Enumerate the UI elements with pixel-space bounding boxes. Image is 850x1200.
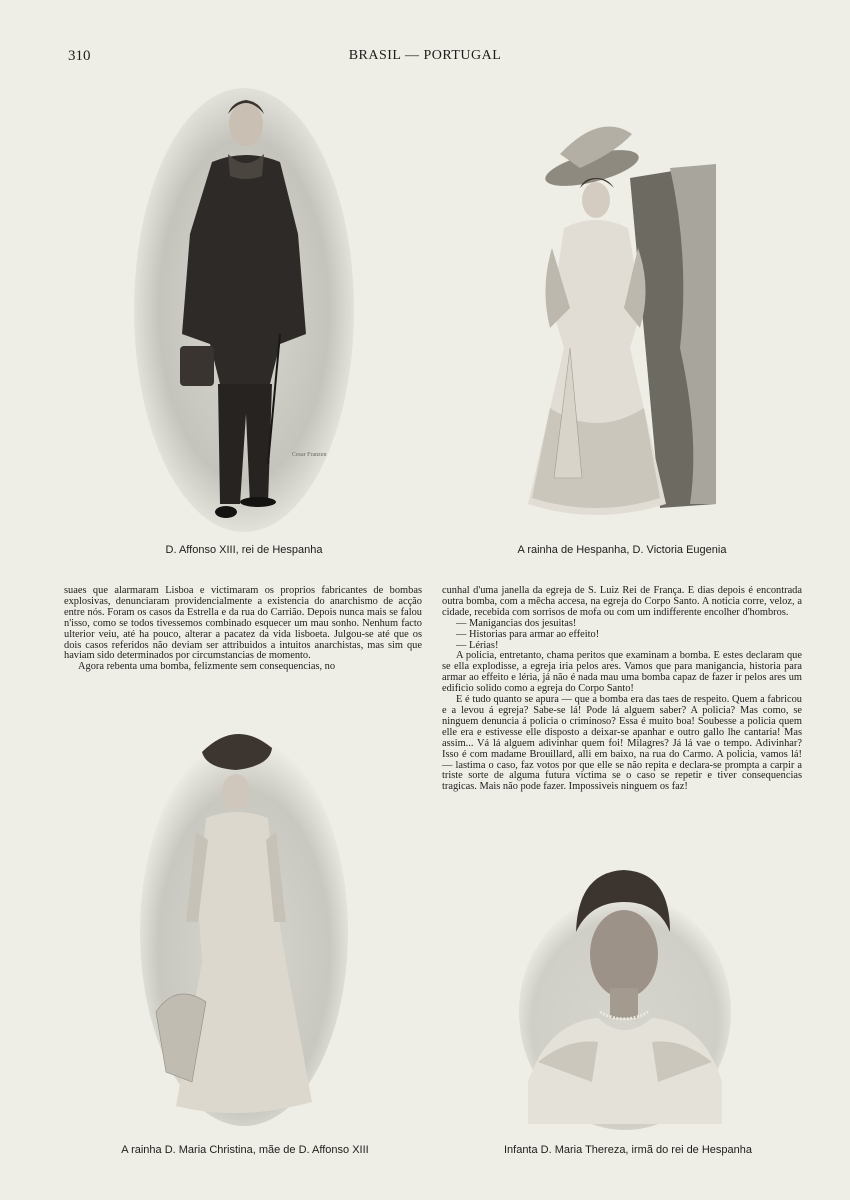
paragraph: A policia, entretanto, chama peritos que examinam a bomba. E estes declaram que se ella explodisse, a egreja iria pelos ares. Vamos que para manigancia, historia para armar ao effeito e léria, já não é nada mau uma bomba capaz de fazer ir pelos ares um edificio solido como a egreja do Corpo Santo! [442,650,802,695]
page-number: 310 [68,48,91,64]
photographer-signature: Cesar Franzen [292,452,327,458]
running-head: BRASIL — PORTUGAL [348,48,502,63]
paragraph: suaes que alarmaram Lisboa e victimaram os proprios fabricantes de bombas explosivas, denunciaram providencialmente a existencia do anarchismo de acção entre nós. Foram os casos da Estrella e da rua do Carrião. Depois nunca mais se falou n'isso, como se todos tivessemos combinado esquecer um mau sonho. Nenhum facto ulterior veiu, até ha pouco, alterar a pacatez da vida lisboeta. Julgou-se até que os dois casos referidos não deviam ser attribuidos a intuitos anarchistas, mas sim que haviam sido determinados por circumstancias de momento. [64,585,422,662]
dialogue-line: — Historias para armar ao effeito! [456,628,600,640]
caption-queen-victoria: A rainha de Hespanha, D. Victoria Eugenia [517,544,727,556]
text-column-left [64,586,422,673]
queen-victoria-portrait-image [520,108,720,530]
queen-mother-portrait-image [136,722,352,1126]
text-column-right [442,586,802,793]
dialogue-line: — Lérias! [456,639,499,651]
dialogue-line: — Manigancias dos jesuitas! [456,617,577,629]
caption-king: D. Affonso XIII, rei de Hespanha [165,544,323,556]
paragraph: Agora rebenta uma bomba, felizmente sem consequencias, no [78,661,336,673]
photo-queen-victoria [520,108,720,530]
caption-infanta: Infanta D. Maria Thereza, irmã do rei de Hespanha [503,1144,753,1156]
king-portrait-image [130,84,358,536]
caption-queen-mother: A rainha D. Maria Christina, mãe de D. Affonso XIII [121,1144,369,1156]
paragraph: cunhal d'uma janella da egreja de S. Luiz Rei de França. E dias depois é encontrada outra bomba, com a mêcha accesa, na egreja do Corpo Santo. A noticia corre, veloz, a cidade, recebida com sorrisos de mofa ou com um indifferente encolher d'hombros. [442,585,802,618]
photo-queen-mother [136,722,352,1126]
infanta-portrait-image [518,862,732,1132]
paragraph: E é tudo quanto se apura — que a bomba era das taes de respeito. Quem a fabricou e a levou á egreja? Sabe-se lá! Pode lá alguem saber? A policia? Mas como, se ninguem denuncia á policia o criminoso? Essa é muito boa! Soubesse a policia quem elle era e estivesse elle disposto a deixar-se apanhar e outro gallo lhe cantaria! Mas assim... Vá lá alguem adivinhar quem foi! Milagres? Já lá vae o tempo. Adivinhar? Isso é com madame Brouillard, alli em baixo, na rua do Carmo. A policia, vamos lá! — lastima o caso, faz votos por que elle se não repita e declara-se prompta a carpir a triste sorte de alguma futura victima se o caso se repetir e tiver consequencias tragicas. Mais não pode fazer. Impossiveis ninguem os faz! [442,694,802,793]
photo-infanta [518,862,732,1132]
photo-king [130,84,358,536]
